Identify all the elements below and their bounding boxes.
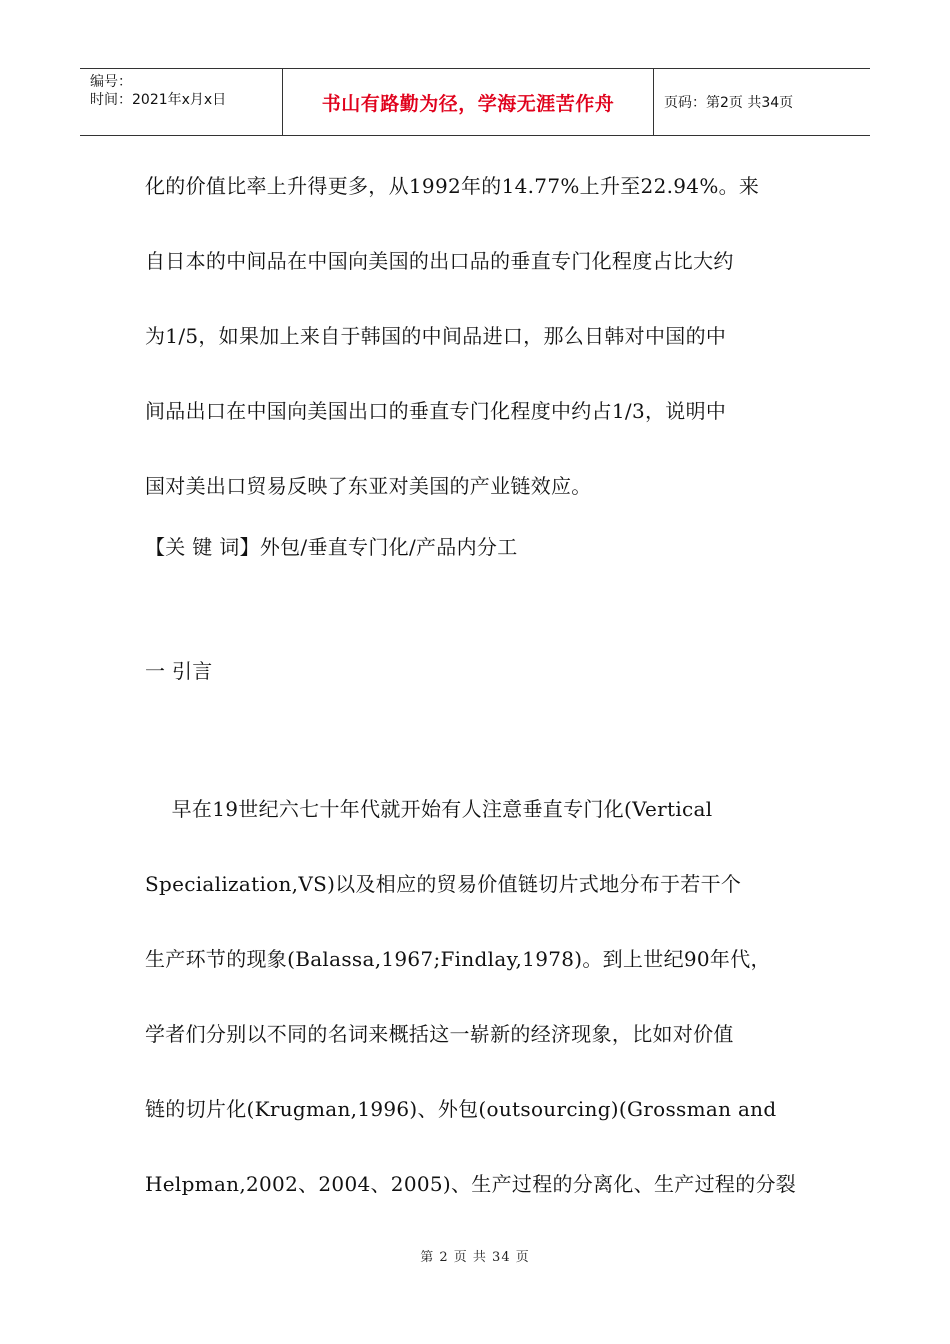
body-line: 生产环节的现象(Balassa,1967;Findlay,1978)。到上世纪90年代， (145, 947, 771, 971)
body-line: 早在19世纪六七十年代就开始有人注意垂直专门化(Vertical (145, 797, 713, 821)
body-line: 链的切片化(Krugman,1996)、外包(outsourcing)(Grossman and (145, 1097, 777, 1121)
header-motto: 书山有路勤为径，学海无涯苦作舟 (282, 69, 654, 135)
body-line: Helpman,2002、2004、2005)、生产过程的分离化、生产过程的分裂 (145, 1172, 797, 1196)
body-line: Specialization,VS)以及相应的贸易价值链切片式地分布于若干个 (145, 872, 742, 896)
body-line: 学者们分别以不同的名词来概括这一崭新的经济现象，比如对价值 (145, 1022, 734, 1046)
page-footer: 第 2 页 共 34 页 (420, 1250, 530, 1265)
body-line: 化的价值比率上升得更多，从1992年的14.77%上升至22.94%。来 (145, 174, 760, 198)
section-heading: 一 引言 (145, 659, 213, 683)
body-line: 自日本的中间品在中国向美国的出口品的垂直专门化程度占比大约 (145, 249, 734, 273)
keywords-line: 【关 键 词】外包/垂直专门化/产品内分工 (145, 535, 518, 559)
page-header (80, 68, 870, 136)
time-label: 时间：2021年x月x日 (90, 92, 227, 108)
header-meta (80, 69, 282, 135)
body-line: 间品出口在中国向美国出口的垂直专门化程度中约占1/3，说明中 (145, 399, 727, 423)
body-line: 国对美出口贸易反映了东亚对美国的产业链效应。 (145, 474, 592, 498)
header-page-info: 页码：第2页 共34页 (664, 95, 794, 111)
body-line: 为1/5，如果加上来自于韩国的中间品进口，那么日韩对中国的中 (145, 324, 727, 348)
number-label: 编号： (90, 74, 132, 90)
